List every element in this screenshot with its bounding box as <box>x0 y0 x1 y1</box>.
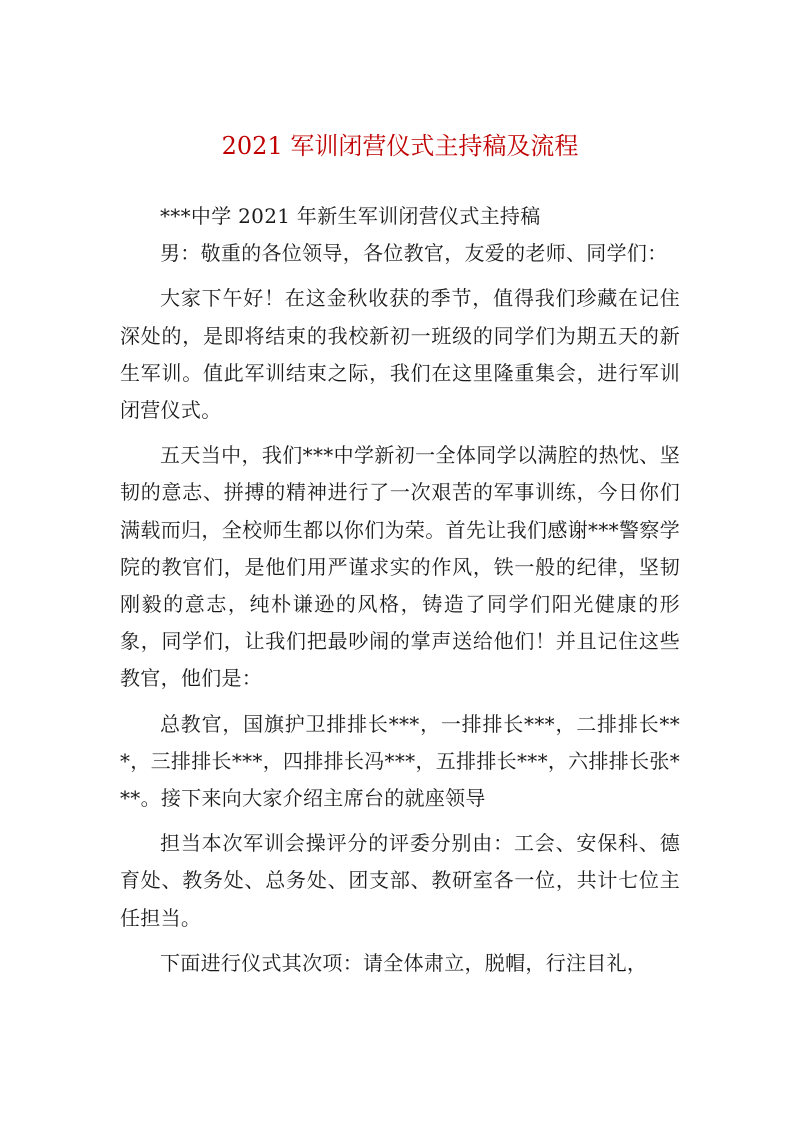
paragraph-ceremony: 下面进行仪式其次项：请全体肃立，脱帽，行注目礼， <box>160 950 648 975</box>
paragraph-greeting: 男：敬重的各位领导，各位教官，友爱的老师、同学们： <box>160 241 668 266</box>
document-title: 2021 军训闭营仪式主持稿及流程 <box>221 132 579 160</box>
paragraph-judges: 担当本次军训会操评分的评委分别由：工会、安保科、德育处、教务处、总务处、团支部、教研室各一位，共计七位主任担当。 <box>120 831 680 930</box>
paragraph-opening: 大家下午好！在这金秋收获的季节，值得我们珍藏在记住深处的，是即将结束的我校新初一班级的同学们为期五天的新生军训。值此军训结束之际，我们在这里隆重集会，进行军训闭营仪式。 <box>120 286 680 423</box>
paragraph-heading: ***中学 2021 年新生军训闭营仪式主持稿 <box>160 204 541 228</box>
paragraph-thanks: 五天当中，我们***中学新初一全体同学以满腔的热忱、坚韧的意志、拼搏的精神进行了一次艰苦的军事训练，今日你们满载而归，全校师生都以你们为荣。首先让我们感谢***警察学院的教官们，是他们用严谨求实的作风，铁一般的纪律，坚韧刚毅的意志，纯朴谦逊的风格，铸造了同学们阳光健康的形象，同学们，让我们把最吵闹的掌声送给他们！并且记住这些教官，他们是： <box>120 443 680 691</box>
paragraph-instructors: 总教官，国旗护卫排排长***，一排排长***，二排排长***，三排排长***，四排排长冯***，五排排长***，六排排长张***。接下来向大家介绍主席台的就座领导 <box>120 711 680 811</box>
document-body <box>120 198 680 982</box>
